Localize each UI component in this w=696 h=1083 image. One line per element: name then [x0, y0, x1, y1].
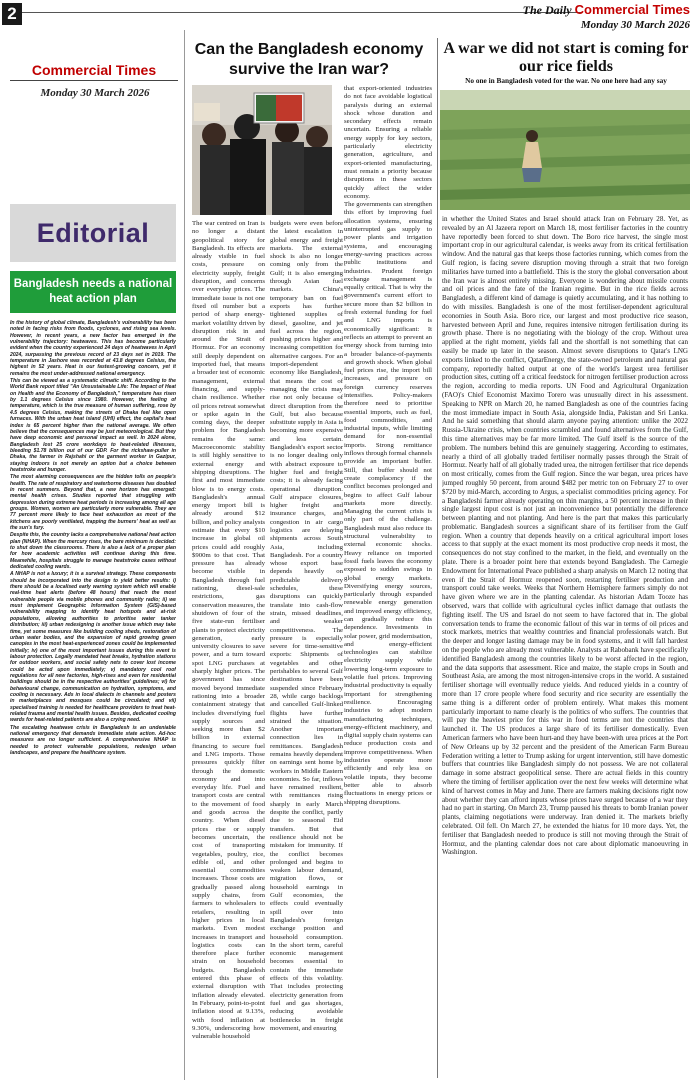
editorial-body: [10, 320, 176, 1078]
editorial-paragraph: Despite this, the country lacks a comprehensive national heat action plan (NHAP). When the mercury rises, the bare minimum is decided: to shut down the classrooms. There is also a lack of a proper plan for how academic activities will continue during this time. Meanwhile, hospitals struggle to manage heatstroke cases without dedicated cooling wards.: [10, 532, 176, 571]
editorial-paragraph: This can be viewed as a systematic climatic shift. According to the World Bank report titled "An Unsustainable Life: The Impact of Heat on Health and the Economy of Bangladesh," temperature has risen by 1.1 degrees Celsius since 1980. However, the feeling of temperature, which is the true measure of human suffering, rose by 4.5 degrees Celsius, making the streets of Dhaka feel like open furnaces. With the urban heat island (UHI) effect, the capital's heat index is 65 percent higher than the national average. We often believe that the consequences may be just meteorological. But they have deep economic and personal impact as well. In 2024 alone, Bangladesh lost 25 crore workdays to heat-related illnesses, bleeding $1.78 billion out of our GDP. For the rickshaw-puller in Dhaka, the farmer in Rajshahi or the garment worker in Gazipur, staying indoors is not merely an option but a choice between heatstroke and hunger.: [10, 378, 176, 473]
main-article-column-1: The war centred on Iran is no longer a distant geopolitical story for Bangladesh. Its effects are already visible in fuel costs, pressure on electricity supply, freight disruption, and concerns over everyday prices. The immediate issue is not one fixed oil number but a period of sharp energy-market volatility driven by disruption risk in and around the Strait of Hormuz. For an economy still deeply dependent on imported fuel, that means a broader test of economic management, external financing, and supply-chain resilience. Whether oil prices retreat somewhat or spike again in the coming days, the deeper problem for Bangladesh remains the same: Macroeconomic stability is still highly sensitive to external energy and shipping disruptions. The first and most immediate blow is to energy costs. Bangladesh's annual energy import bill is already around $12 billion, and policy analysts estimate that every $10 increase in global oil prices could add roughly $900m to that cost. That pressure has already become visible in Bangladesh through fuel rationing, diesel-sale restrictions, gas conservation measures, the shutdown of four of the five state-run fertiliser plants to protect electricity generation, early university closures to save power, and a turn toward spot LNG purchases at sharply higher prices. The government has since moved beyond immediate rationing into a broader containment strategy that includes diversifying fuel supply sources and seeking more than $2 billion in external financing to secure fuel and LNG imports. Those pressures quickly filter through the domestic economy and into everyday life. Fuel and transport costs are central to the movement of food and goods across the country. When diesel prices rise or supply becomes uncertain, the cost of transporting vegetables, poultry, rice, edible oil, and other essential commodities increases. Those costs are gradually passed along supply chains, from farmers to wholesalers to retailers, resulting in higher prices in local markets. Even modest increases in transport and logistics costs can therefore place further strain on household budgets. Bangladesh entered this phase of external disruption with inflation already elevated. In February, point-to-point inflation stood at 9.13%, with food inflation at 9.30%, underscoring how vulnerable household: [192, 220, 265, 1041]
right-subhead: No one in Bangladesh voted for the war. No one here had any say: [465, 76, 667, 85]
editorial-paragraph: In the history of global climate, Bangladesh's vulnerability has been noted in facing risks from floods, cyclones, and rising sea levels. However, in recent years, a new factor has emerged in the vulnerability trajectory: heatwaves. This has become particularly evident when the country experienced 24 days of heatwaves in April 2024, surpassing the previous record of 23 days set in 2019. The temperature in Jashore was recorded at 43.8 degrees Celsius, the highest in 52 years. Heat is our fastest-growing concern, yet it remains the most under-addressed national emergency.: [10, 320, 176, 377]
right-article-body: in whether the United States and Israel should attack Iran on February 28. Yet, as revealed by an Al Jazeera report on March 18, most fertiliser factories in the country have reportedly been forced to shut down. The Boro rice harvest, the single most important crop in our agricultural calendar, is weeks away from its critical fertilisation window. And the natural gas that keeps those factories running, which comes from the Gulf region, is facing severe disruption moving through a strait that two foreign militaries have turned into a battlefield. This is the story the global conversation about the Iran war is almost entirely missing. Everyone is wondering about missile counts and oil prices and the fate of the Iranian regime. But in the rice fields across Bangladesh, a different kind of damage is quietly accumulating, and it has nothing to do with missiles. Bangladesh is one of the most fertiliser-dependent agricultural economies in South Asia. Boro rice, our largest and most productive rice season, harvested between April and June, requires intensive nitrogen fertilisation during its growth phase. There is no negotiating with the biology of the crop. Without urea applied at the right moment, yields fall and the shortfall is not something that can easily be made up later in the season. Almost severe disruptions to Qatar's LNG exports linked to the conflict, QatarEnergy, the state-owned petroleum and natural gas company, reportedly halted output at one of the world's largest urea fertiliser production sites, cutting off a critical feedstock for nitrogen fertiliser production across the region, according to media reports. UN Food and Agricultural Organization (FAO)'s Chief Economist Maximo Torero was unusually direct in his assessment. Speaking to NPR on March 20, he named Bangladesh as one of the countries facing the most immediate impact in South Asia, alongside India, Pakistan and Sri Lanka. And he said something that should alarm anyone paying attention: unlike the 2022 Russia-Ukraine crisis, when countries scrambled and found alternatives from the Gulf, this time alternatives may be far more limited. The Gulf itself is the source of the problem. The numbers behind this are genuinely staggering. According to estimates, nearly a third of all globally traded fertiliser normally passes through the Strait of Hormuz. Nearly half of all globally traded urea, the nitrogen fertiliser that rice depends on most critically, comes from the Gulf region. Since the war began, urea prices have jumped roughly 50 percent, from around $482 per metric ton on February 27 to over $720 by mid-March, according to Argus, a specialist commodities pricing agency. For a Bangladeshi farmer already operating on thin margins, a 50 percent increase in their single largest input cost is not just an inconvenience but potentially the difference between planting and not planting. And here is the part that makes this particularly problematic. Bangladesh sources a significant share of its fertiliser from the Gulf region. When a country that depends heavily on a critical agricultural import loses access to that supply at the exact moment its most productive crop needs it most, the consequences do not stay confined to the market, in the field, and eventually on the plate. There is a broader point here that extends beyond Bangladesh. The Carnegie Endowment for International Peace published a sharp analysis on March 12 noting that even if the Strait of Hormuz reopened soon, restarting fertiliser production and transport could take weeks. Weeks that Northern Hemisphere farmers simply do not have given where we are in the planting calendar. As historian Adam Tooze has observed, wars that collide with agricultural cycles inflict damage that outlasts the fighting itself. The US and Israel do not seem to have factored that in. The global conversation tends to frame the economic fallout of this war in terms of oil prices and stock markets, metrics that wealthy countries and financial professionals watch. But the deeper and longer lasting damage may be in food systems, and it will fall hardest on the people who are already most vulnerable. Analysts at Rabobank have specifically identified Bangladesh among the countries likely to be worst affected in the region, and the data supports that assessment. Rice and maize, the staple crops in South and Southeast Asia, are among the most nitrogen-intensive crops in the world. A sustained fertiliser shortage will eventually reduce yields. And reduced yields in a country of more than 17 crore people where food security and rice security are essentially the same thing is a different order of problem entirely. What makes this moment particularly important to name clearly is the politics of who suffers. The countries that will pay the heaviest price for this war in food terms are not the countries that launched it. The US produces a large share of its fertiliser domestically. Even American farmers who have been hurt-and they have been-with urea prices at the Port of New Orleans up by 32 percent and the president of the American Farm Bureau Federation writing a letter to Trump asking for urgent intervention, still have domestic buffers that countries like Bangladesh simply do not possess. We are not collateral damage in some abstract geopolitical sense. There are actual fields in this country where the timing of fertiliser application over the next few weeks will determine what kind of harvest comes in May and June. There are farmers making decisions right now about whether they can afford inputs whose prices have surged because of a war they had no part in starting. On March 23, Trump paused his threats to bomb Iranian power plants, claiming negotiations were underway. Iran denied it. The markets briefly celebrated. Oil fell. On March 27, he extended the hiatus for 10 more days. Yet, the fertiliser that Bangladesh needed to produce is still not moving through the Strait of Hormuz, and the planting calendar does not care about diplomatic manoeuvring in Washington.: [442, 215, 688, 857]
column-divider: [437, 38, 438, 1078]
masthead-date: Monday 30 March 2026: [580, 19, 690, 31]
main-headline: Can the Bangladesh economy survive the Iran war?: [194, 41, 424, 78]
main-article-column-3: [344, 85, 432, 1078]
masthead-title: [510, 2, 690, 18]
page-number: 2: [2, 3, 22, 25]
protest-photo: [192, 85, 332, 215]
main-article-column-2: budgets were even before the latest escalation in global energy and freight markets. The external shock is also no longer coming only from the Gulf; it is also emerging through Asian fuel markets. China's temporary ban on fuel exports has further tightened supplies of diesel, gasoline, and jet fuel across the region, pushing prices higher and increasing competition for alternative cargoes. For an import-dependent economy like Bangladesh, that means the cost of managing the crisis may rise not only because of direct disruption from the Gulf, but also because substitute supply in Asia is becoming more expensive and less certain. Bangladesh's export sector is no longer dealing only with abstract exposure to higher fuel and freight costs; it is already facing operational disruption. Gulf airspace closures, higher freight and insurance charges, and congestion in air cargo logistics are delaying shipments across South Asia, including Bangladesh. For a country whose export base depends heavily on predictable delivery schedules, these disruptions can quickly translate into cash-flow strain, missed deadlines, and weaker competitiveness. The pressure is especially severe for time-sensitive exports: Shipments of vegetables and other perishables to several Gulf destinations have been suspended since February 28, while cargo backlogs and cancelled Gulf-linked flights have further strained the situation. Another important connection lies in remittances. Bangladesh remains heavily dependent on earnings sent home by workers in Middle Eastern economies. So far, inflows have remained resilient, with remittances rising sharply in early March despite the conflict, partly due to seasonal Eid transfers. But that resilience should not be mistaken for immunity. If the conflict becomes prolonged and begins to weaken labour demand, migration flows, or household earnings in Gulf economies, the effects could eventually spill over into Bangladesh's foreign exchange position and household consumption. In the short term, careful economic management becomes essential to contain the immediate effects of this volatility. That includes protecting electricity generation from fuel and gas shortages, reducing avoidable bottlenecks in freight movement, and ensuring: [270, 220, 343, 1032]
masthead-name: Commercial Times: [574, 2, 690, 17]
editorial-paragraph: The most alarming consequences are the hidden tolls on people's health. The rate of respiratory and waterborne diseases has doubled in recent summers. Beyond that, a new horizon has emerged: mental health crises. Studies reported that struggling with depression during extreme heat periods is increasing among all age groups. Women, women are particularly more vulnerable. They are 77 percent more likely to face heat exhaustion as most of the kitchens are poorly ventilated, trapping the burners' heat as well as the sun's fury.: [10, 474, 176, 531]
main-article-column-3-lead: that export-oriented industries do not face avoidable logistical paralysis during an external shock whose duration and secondary effects remain uncertain. Ensuring a reliable energy supply for key sectors, particularly electricity generation, agriculture, and export-oriented manufacturing, must remain a priority because disruptions in these sectors quickly affect the wider economy.: [344, 85, 432, 200]
editorial-paragraph: The escalating heatwave crisis in Bangladesh is an undeniable national emergency that demands immediate state action. Ad-hoc measures are no longer sufficient. A comprehensive NHAP is needed to protect vulnerable populations, redesign urban landscapes, and prepare the healthcare system.: [10, 724, 176, 757]
editorial-label: Editorial: [36, 218, 150, 248]
main-article-column-3-rest: The governments can strengthen this effort by improving fuel allocation systems, ensuring uninterrupted gas supply to power plants and irrigation systems, and encouraging energy-saving practices across public institutions and industries. Prudent foreign exchange management is equally critical. That is why the government's current effort to secure more than $2 billion in fresh external funding for fuel and LNG imports is economically significant: It reflects an attempt to prevent an energy shock from turning into a broader balance-of-payments and growth shock. When global fuel prices rise, the import bill increases, and pressure on foreign currency reserves intensifies. Policy-makers therefore need to prioritise essential imports, such as fuel, food commodities, and industrial inputs, while limiting demand for non-essential imports. Strong remittance inflows through formal channels provide an important buffer. Still, that buffer should not create complacency if the conflict becomes prolonged and begins to affect Gulf labour markets more directly. Managing the current crisis is only part of the challenge. Bangladesh must also reduce its structural vulnerability to external economic shocks. Heavy reliance on imported fossil fuels leaves the economy exposed to sudden swings in global energy markets. Diversifying energy sources, particularly through expanded renewable energy generation and improved energy efficiency, can gradually reduce this dependence. Investments in solar power, grid modernisation, and energy-efficient technologies can stabilize electricity supply while lowering long-term exposure to volatile fuel prices. Improving industrial productivity is equally important for strengthening resilience. Encouraging industries to adopt modern manufacturing techniques, energy-efficient machinery, and digital supply chain systems can reduce production costs and improve competitiveness. When industries operate more efficiently and rely less on volatile inputs, they become better able to absorb fluctuations in energy prices or shipping disruptions.: [344, 201, 432, 806]
editorial-banner: [10, 204, 176, 262]
editorial-paragraph: A NHAP is not a luxury; it is a survival strategy. These components should be incorporated into the design to yield better results: i) there should be a localised early warning system which will enable real-time heat alerts (before 48 hours) that reach the most vulnerable people via mobile phones and community radio; ii) we must implement Geographic Information System (GIS)-based vulnerability mapping to identify heat hotspots and at-risk populations, allowing authorities to prioritise water tanker distribution; iii) urban redesigning is another issue which may take time, yet some measures like building cooling sheds, restoration of urban water bodies, and the expansion of rapid growing green canopies in the most heat-experienced zones could be implemented initially; iv) one of the most important issues during this event is labour protection. Legally mandated heat breaks, hydration stations for outdoor workers, and social safety nets to cover lost income could be acted upon immediately; v) mandatory cool roof regulations for all new factories, high-rises and even for residential buildings should be in the respective authorities' guidelines; vi) for behavioural change, communication on hydration, symptoms, and cooling is necessary. Ads in local dialects in channels and posters in marketplaces and mosques could be circulated; and vii) specialised training is needed for healthcare providers to treat heat-related trauma and mental health issues. Besides, dedicated cooling wards for heat-related patients are also a crying need.: [10, 571, 176, 724]
masthead: [510, 2, 690, 31]
editorial-title: Bangladesh needs a national heat action plan: [10, 271, 176, 313]
rice-field-photo: [440, 90, 690, 210]
right-headline: A war we did not start is coming for our rice fields: [443, 40, 689, 75]
sidebar-logo: Commercial Times: [31, 62, 157, 78]
masthead-pre: The Daily: [522, 3, 572, 17]
sidebar-logo-rule: [10, 80, 178, 81]
header-rule: [22, 12, 582, 13]
sidebar-date: Monday 30 March 2026: [40, 87, 150, 99]
